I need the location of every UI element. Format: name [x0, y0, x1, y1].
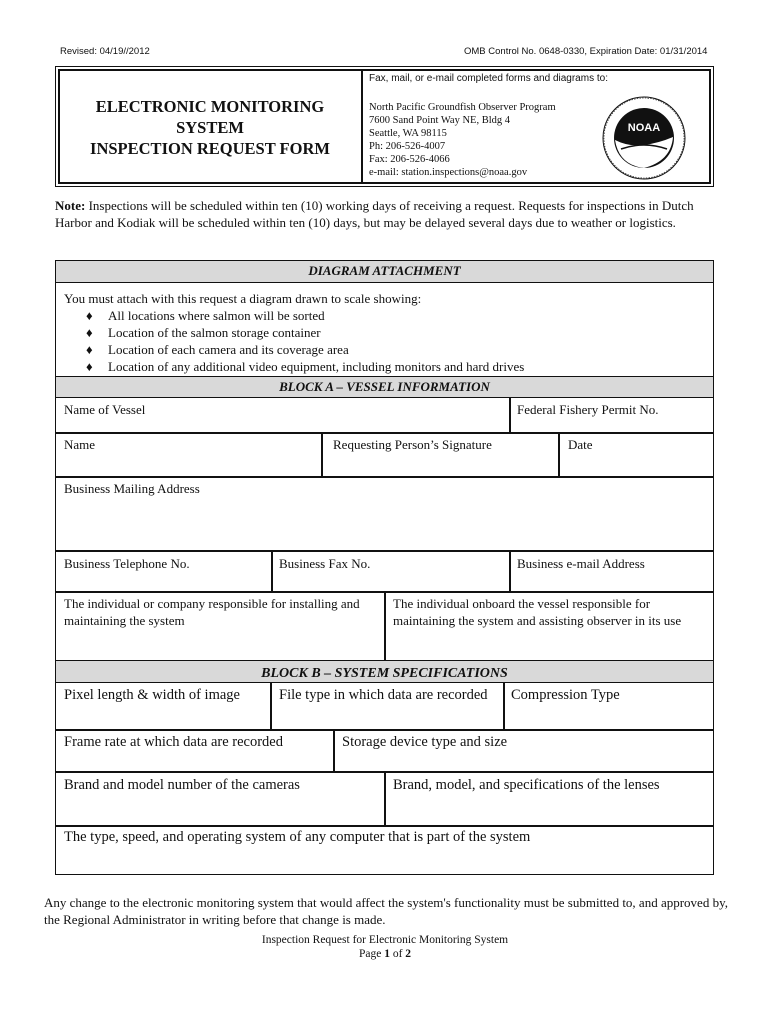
- contact-address1: 7600 Sand Point Way NE, Bldg 4: [369, 115, 511, 126]
- noaa-logo-icon: [601, 95, 687, 181]
- revised-date: Revised: 04/19//2012: [60, 46, 150, 57]
- diagram-item: Location of any additional video equipment, including monitors and hard drives: [108, 359, 525, 374]
- diamond-bullet-icon: ♦: [86, 359, 93, 374]
- total-pages: 2: [405, 948, 412, 960]
- diagram-item: All locations where salmon will be sorted: [108, 308, 325, 323]
- contact-address2: Seattle, WA 98115: [369, 128, 447, 139]
- contact-email: e-mail: station.inspections@noaa.gov: [369, 167, 528, 178]
- lens-specs-field[interactable]: Brand, model, and specifications of the lenses: [393, 777, 660, 793]
- permit-number-field[interactable]: Federal Fishery Permit No.: [517, 402, 659, 417]
- current-page: 1: [384, 948, 390, 960]
- telephone-field[interactable]: Business Telephone No.: [64, 556, 190, 571]
- contact-phone: Ph: 206-526-4007: [369, 141, 446, 152]
- storage-device-field[interactable]: Storage device type and size: [342, 734, 508, 750]
- block-b-heading: BLOCK B – SYSTEM SPECIFICATIONS: [56, 660, 713, 683]
- form-title: [62, 96, 358, 159]
- signature-field[interactable]: Requesting Person’s Signature: [333, 437, 492, 452]
- diagram-intro: You must attach with this request a diagram drawn to scale showing:: [64, 291, 422, 306]
- date-field[interactable]: Date: [568, 437, 593, 452]
- note-label: Note:: [55, 198, 86, 213]
- contact-org: North Pacific Groundfish Observer Program: [369, 102, 556, 113]
- computer-specs-field[interactable]: The type, speed, and operating system of any computer that is part of the system: [64, 829, 531, 845]
- contact-fax: Fax: 206-526-4066: [369, 154, 450, 165]
- installer-field[interactable]: The individual or company responsible for installing and maintaining the system: [64, 596, 360, 628]
- pixel-dimensions-field[interactable]: Pixel length & width of image: [64, 687, 240, 703]
- header-divider: [361, 69, 363, 184]
- diamond-bullet-icon: ♦: [86, 308, 93, 323]
- footer-title: Inspection Request for Electronic Monitoring System: [261, 934, 509, 946]
- note-text: Inspections will be scheduled within ten (10) working days of receiving a request. Requests for inspections in Dutch Harbor and Kodiak will be scheduled within ten (10) days, but may be delayed several days due to weather or logistics.: [55, 198, 694, 230]
- diagram-item: Location of each camera and its coverage area: [108, 342, 349, 357]
- block-a-heading: BLOCK A – VESSEL INFORMATION: [56, 376, 713, 398]
- form-title-line3: INSPECTION REQUEST FORM: [90, 139, 330, 158]
- vessel-name-field[interactable]: Name of Vessel: [64, 402, 146, 417]
- camera-model-field[interactable]: Brand and model number of the cameras: [64, 777, 300, 793]
- svg-text:NOAA: NOAA: [627, 122, 661, 134]
- form-title-line2: SYSTEM: [176, 118, 244, 137]
- diamond-bullet-icon: ♦: [86, 325, 93, 340]
- form-title-line1: ELECTRONIC MONITORING: [95, 97, 325, 116]
- file-type-field[interactable]: File type in which data are recorded: [279, 687, 488, 703]
- diagram-heading: DIAGRAM ATTACHMENT: [56, 261, 713, 283]
- mailing-address-field[interactable]: Business Mailing Address: [64, 481, 200, 496]
- onboard-responsible-field[interactable]: The individual onboard the vessel responsible for maintaining the system and assisting observer in its use: [393, 596, 682, 628]
- fax-instruction: Fax, mail, or e-mail completed forms and diagrams to:: [369, 73, 608, 84]
- omb-control: OMB Control No. 0648-0330, Expiration Date: 01/31/2014: [464, 46, 708, 57]
- fax-field[interactable]: Business Fax No.: [279, 556, 371, 571]
- business-email-field[interactable]: Business e-mail Address: [517, 556, 645, 571]
- change-notice: Any change to the electronic monitoring system that would affect the system's functionality must be submitted to, and approved by, the Regional Administrator in writing before that change is made.: [44, 895, 728, 927]
- name-field[interactable]: Name: [64, 437, 96, 452]
- diamond-bullet-icon: ♦: [86, 342, 93, 357]
- compression-type-field[interactable]: Compression Type: [511, 687, 620, 703]
- note-paragraph: [55, 197, 720, 231]
- page-indicator: Page 1 of 2: [358, 948, 412, 960]
- diagram-item: Location of the salmon storage container: [108, 325, 321, 340]
- frame-rate-field[interactable]: Frame rate at which data are recorded: [64, 734, 283, 750]
